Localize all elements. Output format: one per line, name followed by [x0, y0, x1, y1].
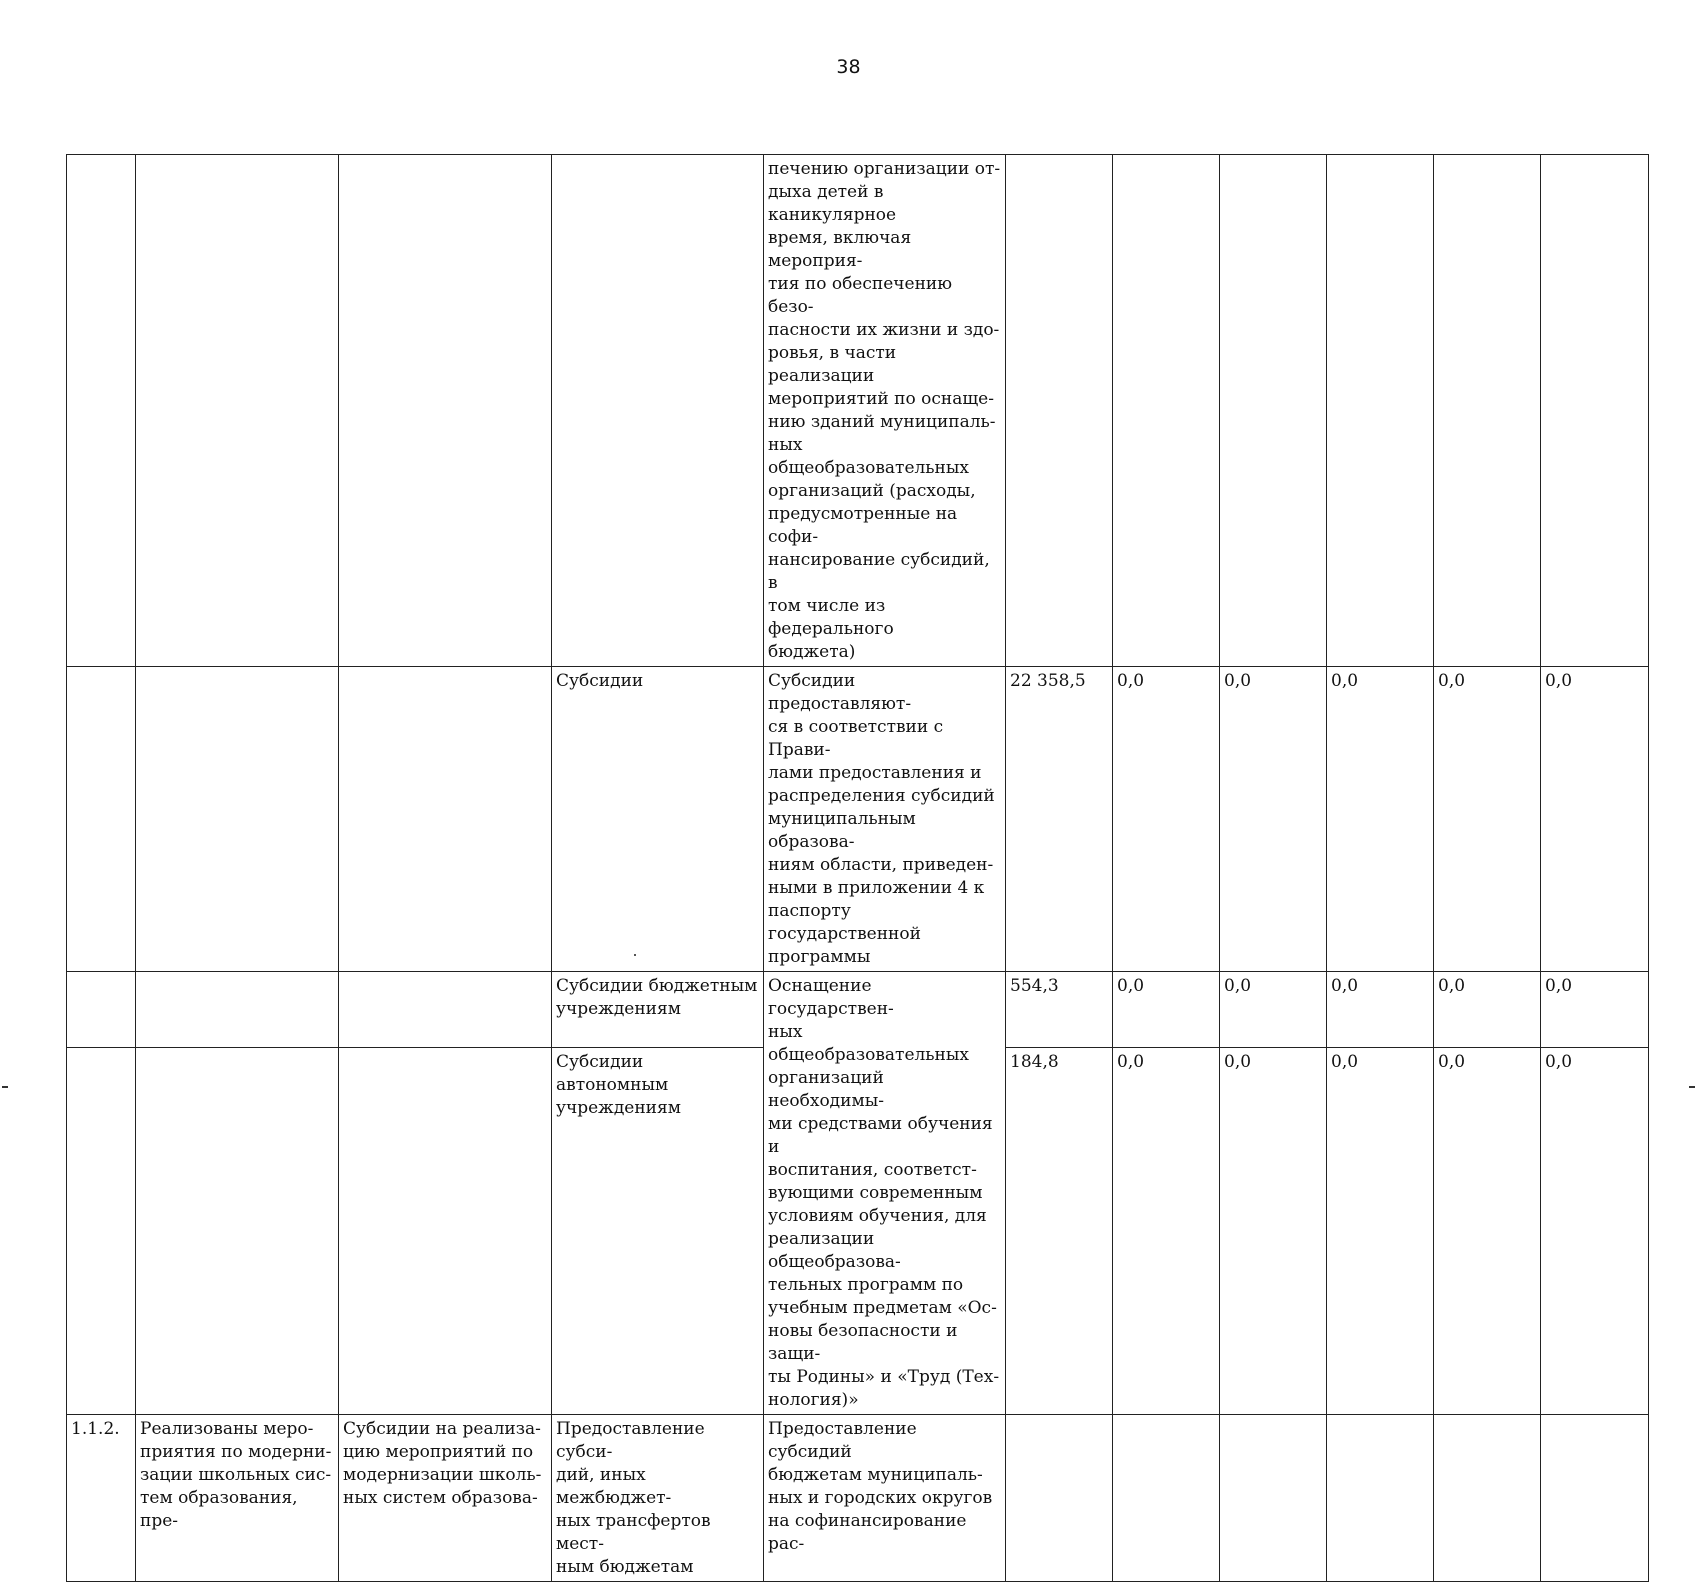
cell-description: Субсидии предоставляют- ся в соответствии с Прави- лами предоставления и распределения субсидий муниципальным образова- ниям области, приведен- ными в приложении 4 к паспорту государственной программы [764, 667, 1006, 972]
cell-event: Субсидии на реализа- цию мероприятий по модернизации школь- ных систем образова- [339, 1415, 552, 1582]
table-row [67, 1415, 1649, 1582]
cell-number [67, 972, 136, 1048]
cell-value: 0,0 [1327, 667, 1434, 972]
cell-value: 0,0 [1113, 972, 1220, 1048]
cell-value: 0,0 [1220, 972, 1327, 1048]
cell-value [1220, 155, 1327, 667]
cell-value: 0,0 [1113, 667, 1220, 972]
scan-edge-mark-left [2, 1086, 8, 1088]
cell-value [1434, 155, 1541, 667]
cell-value: 0,0 [1327, 972, 1434, 1048]
cell-value [1113, 1415, 1220, 1582]
cell-value: 0,0 [1220, 1048, 1327, 1415]
cell-value: 0,0 [1434, 1048, 1541, 1415]
cell-number [67, 1048, 136, 1415]
page-number: 38 [836, 56, 861, 78]
cell-value: 0,0 [1327, 1048, 1434, 1415]
cell-value [1113, 155, 1220, 667]
cell-event [339, 972, 552, 1048]
scan-edge-mark-right [1689, 1086, 1695, 1088]
cell-value: 0,0 [1434, 972, 1541, 1048]
cell-result [136, 667, 339, 972]
cell-number [67, 667, 136, 972]
cell-result [136, 155, 339, 667]
cell-value: 0,0 [1220, 667, 1327, 972]
cell-result: Реализованы меро- приятия по модерни- зации школьных сис- тем образования, пре- [136, 1415, 339, 1582]
cell-number: 1.1.2. [67, 1415, 136, 1582]
table-row [67, 972, 1649, 1048]
table-row [67, 155, 1649, 667]
cell-value: 0,0 [1541, 1048, 1649, 1415]
cell-expense-type: Предоставление субси- дий, иных межбюджет- ных трансфертов мест- ным бюджетам [552, 1415, 764, 1582]
cell-result [136, 1048, 339, 1415]
cell-value [1541, 155, 1649, 667]
cell-event [339, 155, 552, 667]
cell-value: 22 358,5 [1006, 667, 1113, 972]
cell-value [1541, 1415, 1649, 1582]
cell-value: 554,3 [1006, 972, 1113, 1048]
cell-value [1220, 1415, 1327, 1582]
cell-value [1327, 1415, 1434, 1582]
cell-result [136, 972, 339, 1048]
cell-value: 0,0 [1113, 1048, 1220, 1415]
cell-event [339, 667, 552, 972]
cell-value [1006, 155, 1113, 667]
cell-expense-type: Субсидии бюджетным учреждениям [552, 972, 764, 1048]
cell-value [1327, 155, 1434, 667]
cell-value [1006, 1415, 1113, 1582]
cell-value [1434, 1415, 1541, 1582]
cell-number [67, 155, 136, 667]
scan-speck [634, 954, 636, 956]
cell-description: Оснащение государствен- ных общеобразовательных организаций необходимы- ми средствами обучения и воспитания, соответст- вующими современным условиям обучения, для реализации общеобразова- тельных программ по учебным предметам «Ос- новы безопасности и защи- ты Родины» и «Труд (Тех- нология)» [764, 972, 1006, 1415]
cell-expense-type: Субсидии автономным учреждениям [552, 1048, 764, 1415]
cell-description: печению организации от- дыха детей в каникулярное время, включая мероприя- тия по обеспечению безо- пасности их жизни и здо- ровья, в части реализации мероприятий по оснаще- нию зданий муниципаль- ных общеобразовательных организаций (расходы, предусмотренные на софи- нансирование субсидий, в том числе из федерального бюджета) [764, 155, 1006, 667]
cell-value: 0,0 [1541, 972, 1649, 1048]
cell-description: Предоставление субсидий бюджетам муниципаль- ных и городских округов на софинансирование рас- [764, 1415, 1006, 1582]
cell-value: 184,8 [1006, 1048, 1113, 1415]
cell-event [339, 1048, 552, 1415]
cell-expense-type: Субсидии [552, 667, 764, 972]
budget-table [66, 154, 1649, 1582]
cell-value: 0,0 [1434, 667, 1541, 972]
table-row [67, 667, 1649, 972]
cell-value: 0,0 [1541, 667, 1649, 972]
cell-expense-type [552, 155, 764, 667]
